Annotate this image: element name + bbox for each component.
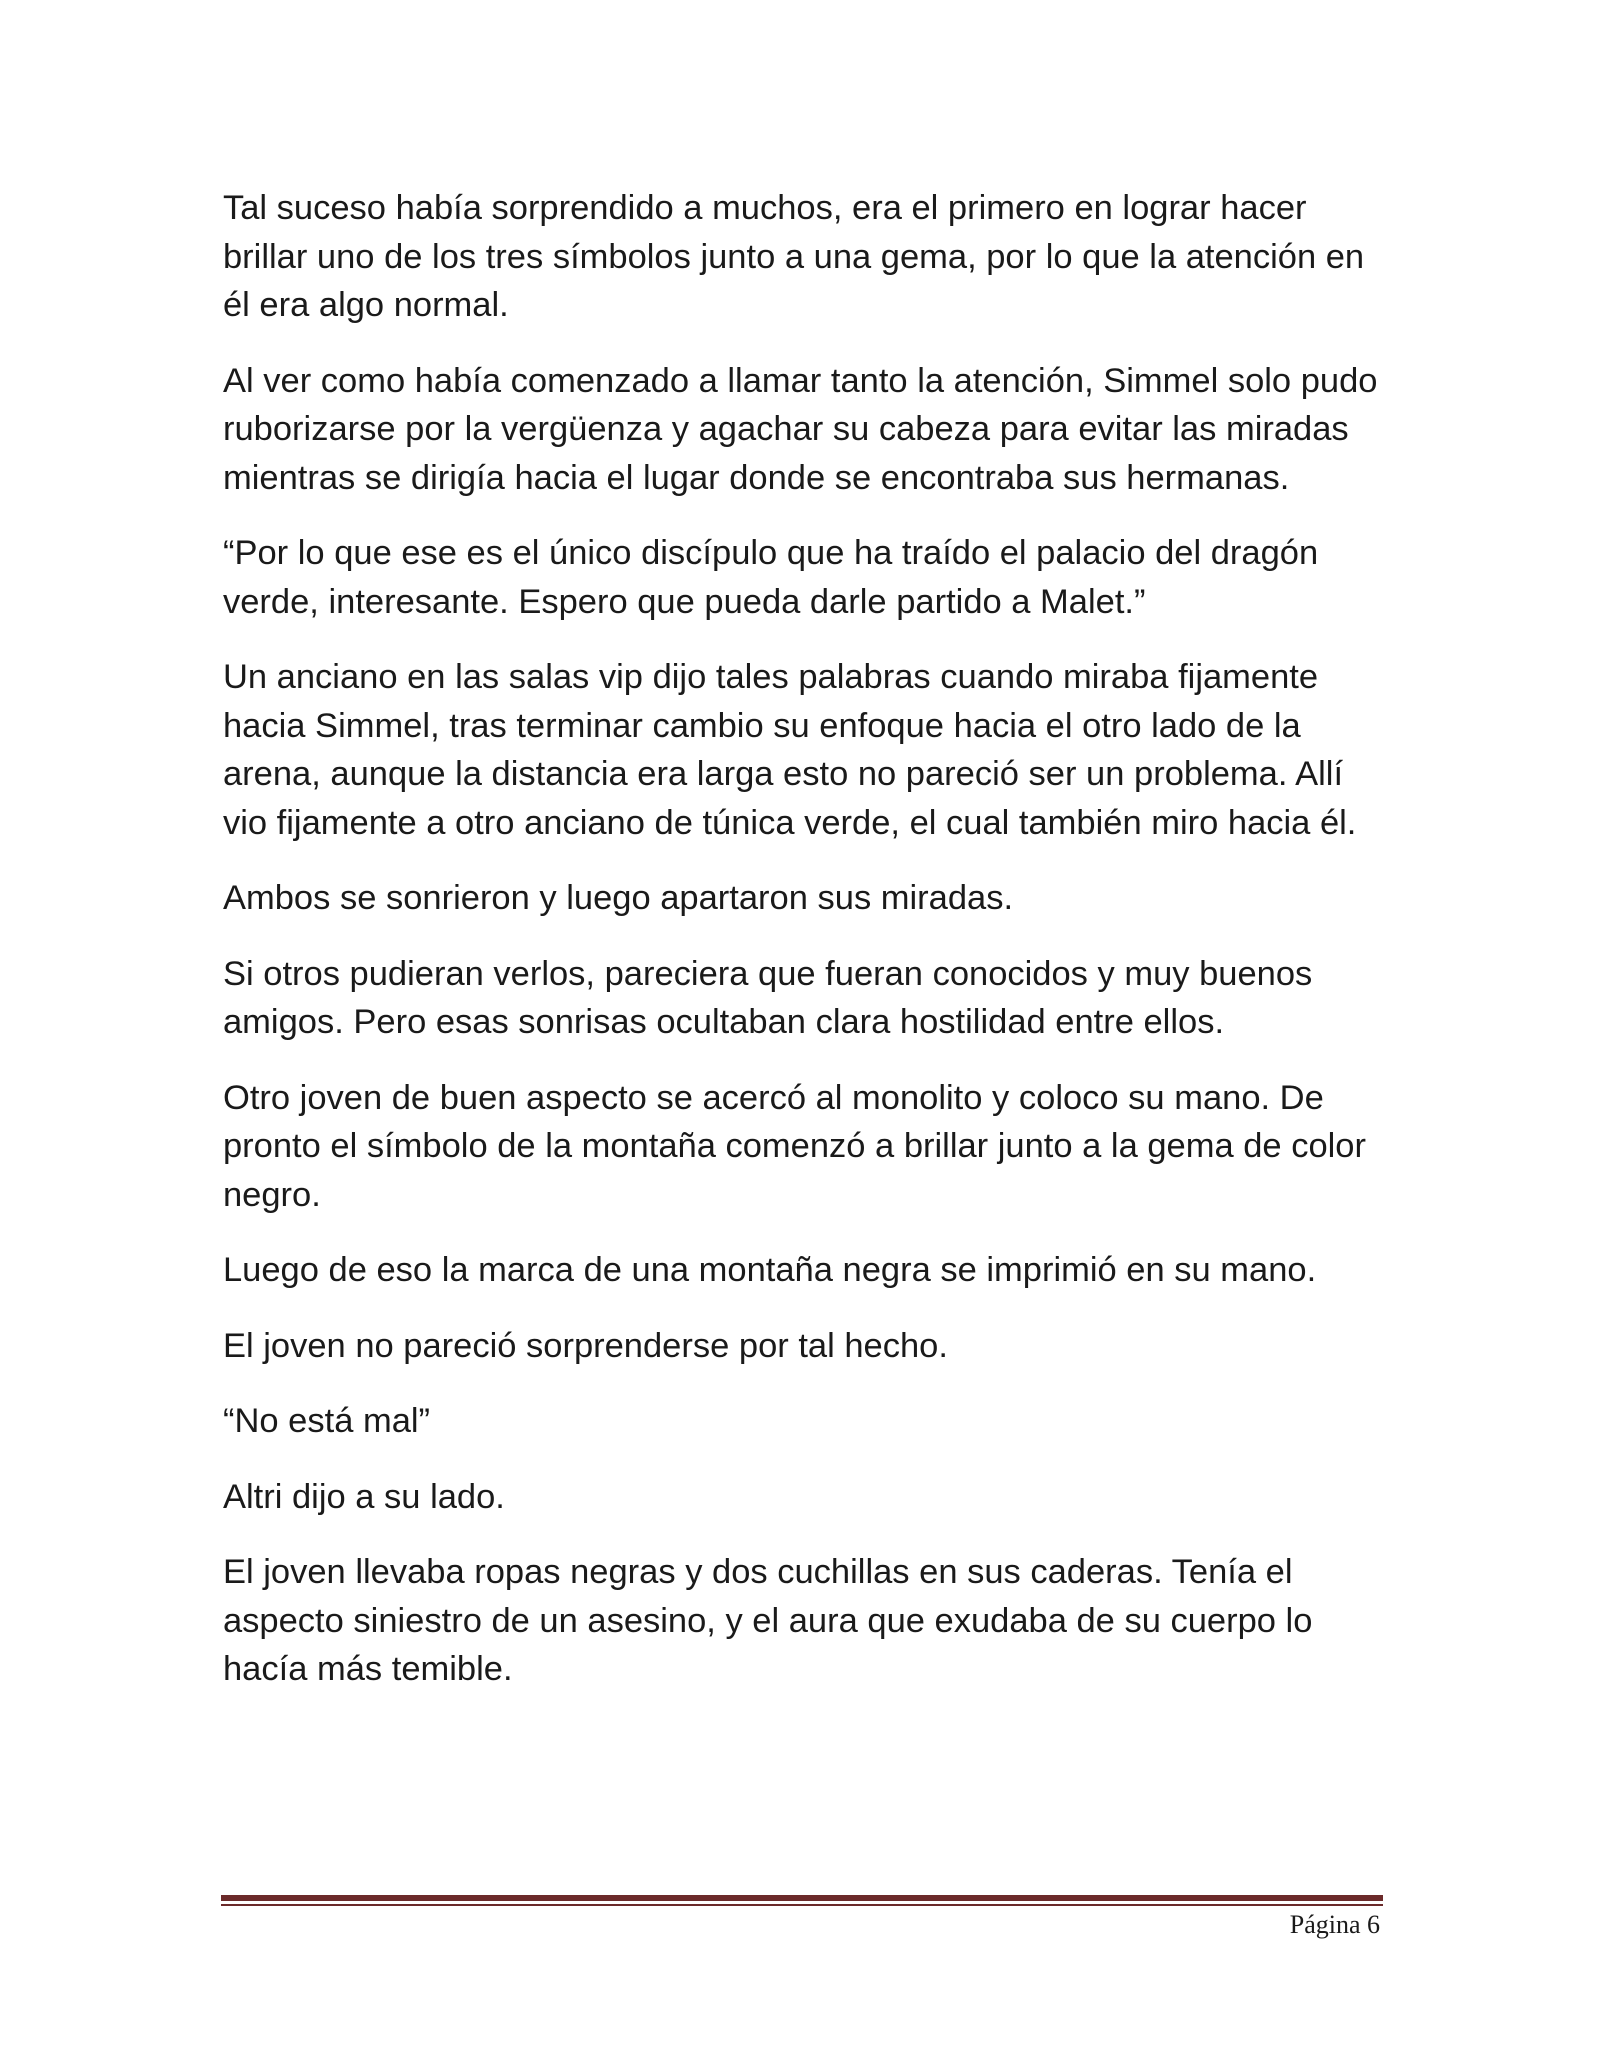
paragraph: Si otros pudieran verlos, pareciera que fueran conocidos y muy buenos amigos. Pero esas sonrisas ocultaban clara hostilidad entre ellos. <box>223 954 1313 1041</box>
paragraph: Otro joven de buen aspecto se acercó al monolito y coloco su mano. De pronto el símbolo de la montaña comenzó a brillar junto a la gema de color negro. <box>223 1078 1366 1214</box>
paragraph: “Por lo que ese es el único discípulo que ha traído el palacio del dragón verde, interesante. Espero que pueda darle partido a Malet.” <box>223 534 1319 621</box>
paragraph: Luego de eso la marca de una montaña negra se imprimió en su mano. <box>223 1251 1317 1289</box>
body-text <box>223 184 1393 1721</box>
paragraph: Altri dijo a su lado. <box>223 1477 505 1516</box>
page-number: Página 6 <box>1289 1910 1380 1939</box>
paragraph: “No está mal” <box>223 1402 431 1440</box>
footer-divider-thin <box>221 1904 1383 1906</box>
paragraph: El joven llevaba ropas negras y dos cuchillas en sus caderas. Tenía el aspecto siniestro de un asesino, y el aura que exudaba de su cuerpo lo hacía más temible. <box>223 1553 1313 1688</box>
paragraph: Tal suceso había sorprendido a muchos, era el primero en lograr hacer brillar uno de los tres símbolos junto a una gema, por lo que la atención en él era algo normal. <box>223 189 1365 324</box>
paragraph: Un anciano en las salas vip dijo tales palabras cuando miraba fijamente hacia Simmel, tras terminar cambio su enfoque hacia el otro lado de la arena, aunque la distancia era larga esto no pareció ser un problema. Allí vio fijamente a otro anciano de túnica verde, el cual también miro hacia él. <box>223 658 1357 842</box>
paragraph: El joven no pareció sorprenderse por tal hecho. <box>223 1326 948 1365</box>
footer-divider <box>221 1895 1383 1906</box>
paragraph: Al ver como había comenzado a llamar tanto la atención, Simmel solo pudo ruborizarse por la vergüenza y agachar su cabeza para evitar las miradas mientras se dirigía hacia el lugar donde se encontraba sus hermanas. <box>223 361 1378 497</box>
paragraph: Ambos se sonrieron y luego apartaron sus miradas. <box>223 879 1014 917</box>
